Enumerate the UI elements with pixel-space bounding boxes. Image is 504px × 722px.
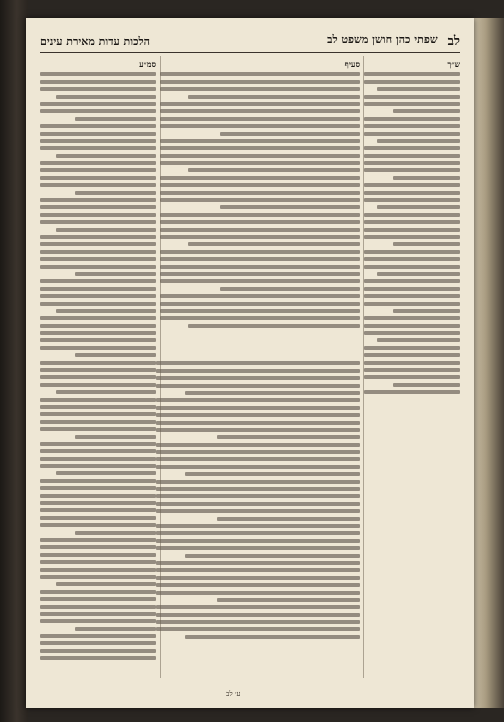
bottom-commentary (156, 358, 360, 678)
text-lines-left (40, 72, 156, 660)
commentary-column-left (40, 56, 156, 678)
commentary-label-right: ש״ך (447, 59, 460, 69)
page-edge (474, 18, 504, 708)
commentary-column-right (364, 56, 460, 678)
column-divider (363, 56, 364, 678)
main-text-label: סעיף (344, 59, 360, 69)
running-title-left: הלכות עדות מאירת עינים (40, 34, 150, 48)
header-right (327, 33, 460, 49)
commentary-label-left: סמ״ע (139, 59, 156, 69)
page-footer-signature: ע׳ לב (226, 690, 241, 698)
text-lines-center (160, 72, 360, 327)
header-left (40, 35, 150, 48)
text-lines-bottom (156, 361, 360, 638)
folio-number: לב (447, 34, 460, 49)
header-rule (40, 52, 460, 53)
text-lines-right (364, 72, 460, 394)
column-divider-left (160, 56, 161, 678)
page-header (40, 32, 460, 50)
book-binding (0, 0, 28, 722)
book-page (26, 18, 474, 708)
running-title-right: שפתי כהן חושן משפט לב (327, 33, 438, 46)
